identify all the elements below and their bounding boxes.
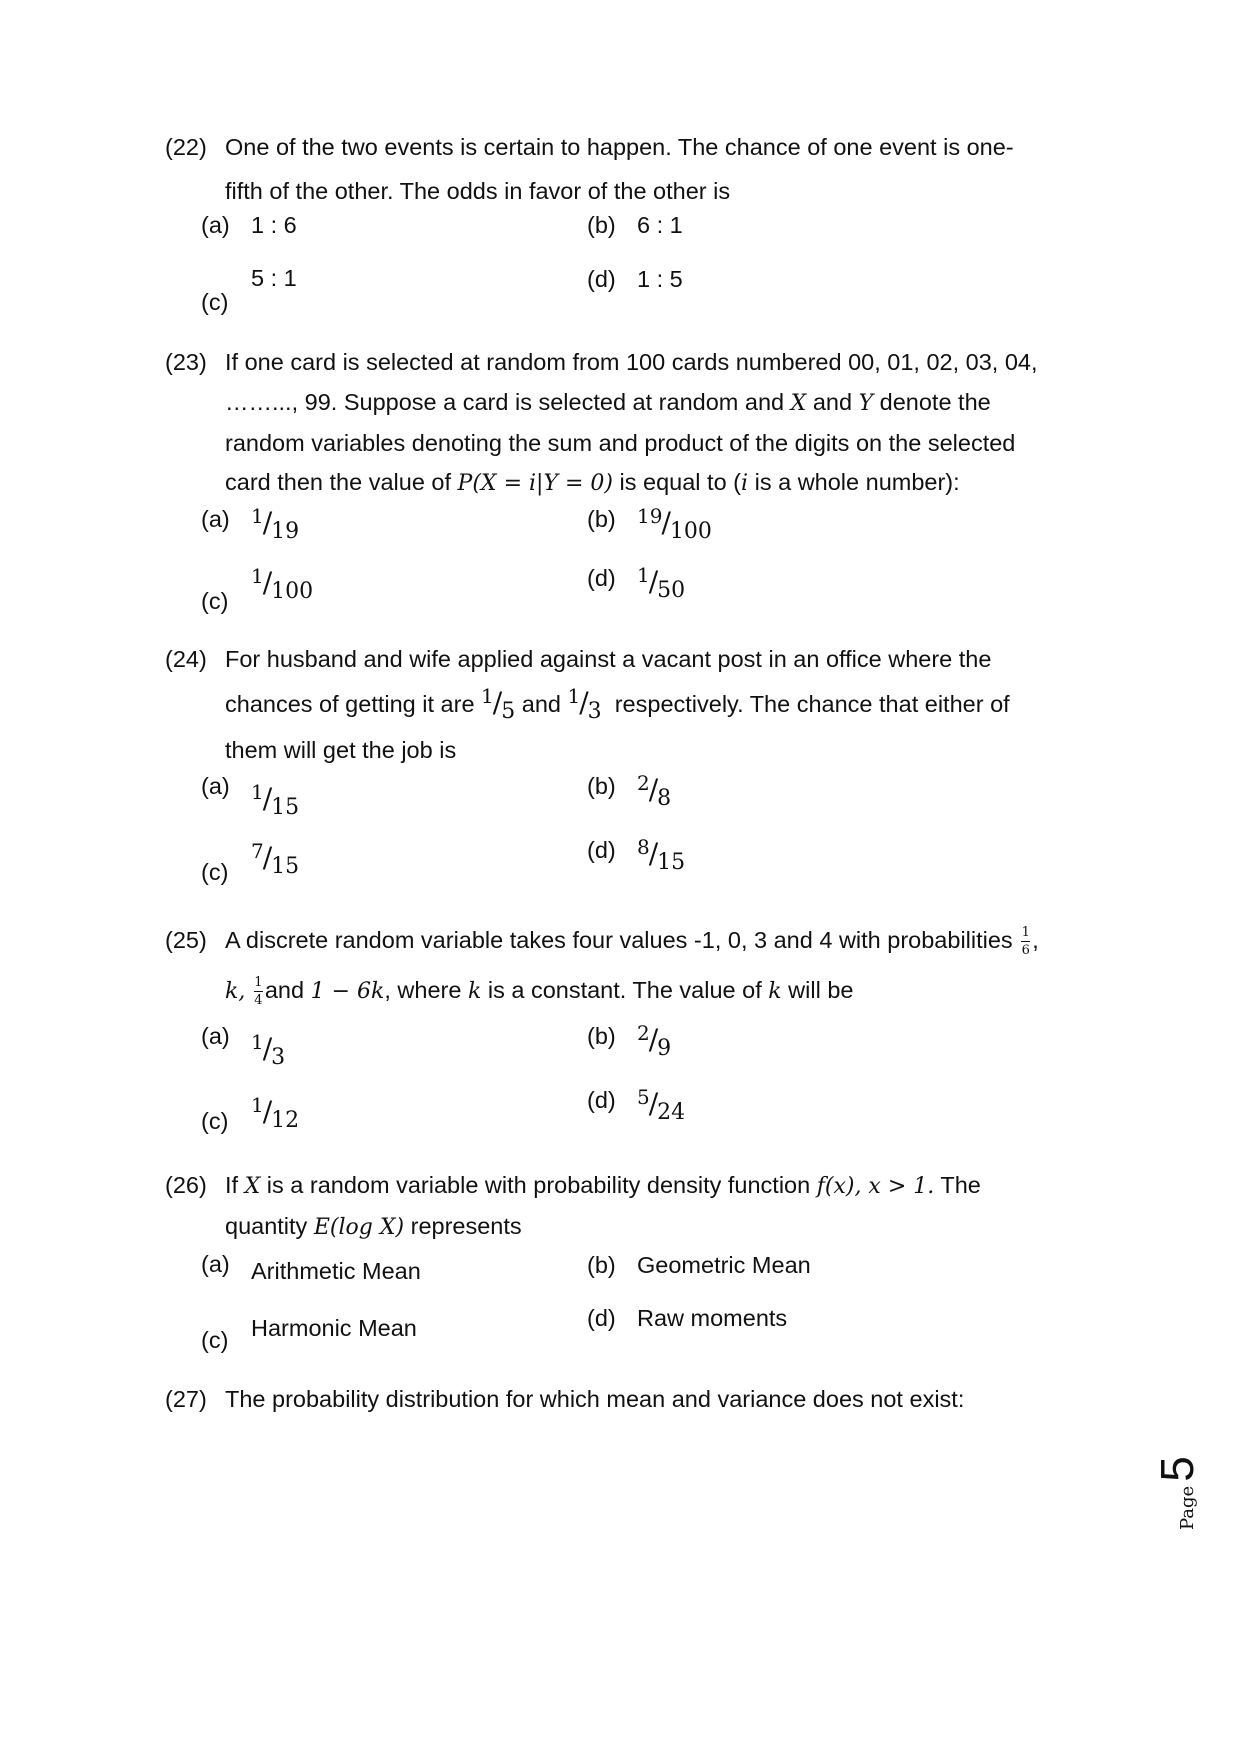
option-fraction: 1/19 [251, 504, 300, 544]
page-word: Page [1177, 1485, 1198, 1530]
option-fraction: 1/15 [251, 780, 300, 820]
question-text: For husband and wife applied against a vacant post in an office where the [225, 646, 992, 672]
question-text: quantity E(log X) represents [225, 1213, 522, 1240]
option-label: (a) [201, 1251, 230, 1277]
question-number: (27) [165, 1386, 207, 1412]
option-label: (a) [201, 212, 230, 238]
page-digit: 5 [1151, 1456, 1203, 1482]
option-value: 6 : 1 [637, 212, 683, 238]
option-label: (c) [201, 289, 229, 315]
option-label: (d) [587, 266, 616, 292]
question-number: (24) [165, 646, 207, 672]
question-23 [165, 340, 1087, 506]
option-fraction: 8/15 [637, 835, 686, 875]
question-26 [165, 1163, 1087, 1250]
option-label: (a) [201, 773, 230, 799]
option-value: Arithmetic Mean [251, 1258, 421, 1284]
question-text: One of the two events is certain to happen. The chance of one event is one- [225, 134, 1014, 160]
question-text: chances of getting it are 1/5 and 1/3 respectively. The chance that either of [225, 684, 1010, 724]
question-number: (22) [165, 134, 207, 160]
question-27 [165, 1377, 1087, 1421]
option-value: 5 : 1 [251, 265, 297, 291]
question-text: card then the value of P(X = i|Y = 0) is equal to (i is a whole number): [225, 469, 960, 496]
option-fraction: 1/50 [637, 563, 686, 603]
question-24 [165, 637, 1087, 772]
option-label: (b) [587, 212, 616, 238]
option-label: (b) [587, 506, 616, 532]
option-label: (d) [587, 565, 616, 591]
option-fraction: 5/24 [637, 1085, 686, 1125]
question-25 [165, 918, 1087, 1014]
option-value: 1 : 5 [637, 266, 683, 292]
option-fraction: 2/8 [637, 771, 672, 811]
option-fraction: 19/100 [637, 504, 712, 544]
question-text: ……..., 99. Suppose a card is selected at random and X and Y denote the [225, 389, 991, 416]
question-number: (26) [165, 1172, 207, 1198]
question-text: If one card is selected at random from 100 cards numbered 00, 01, 02, 03, 04, [225, 349, 1038, 375]
option-label: (a) [201, 1023, 230, 1049]
question-text: The probability distribution for which mean and variance does not exist: [225, 1386, 965, 1412]
option-fraction: 1/100 [251, 564, 314, 604]
option-label: (b) [587, 773, 616, 799]
question-number: (23) [165, 349, 207, 375]
option-label: (d) [587, 1305, 616, 1331]
option-value: Raw moments [637, 1305, 788, 1331]
option-value: Harmonic Mean [251, 1315, 417, 1341]
question-text: random variables denoting the sum and product of the digits on the selected [225, 430, 1016, 456]
option-label: (c) [201, 1327, 229, 1353]
option-label: (b) [587, 1252, 616, 1278]
question-number: (25) [165, 927, 207, 953]
option-fraction: 2/9 [637, 1021, 672, 1061]
option-fraction: 7/15 [251, 839, 300, 879]
option-label: (c) [201, 588, 229, 614]
option-label: (b) [587, 1023, 616, 1049]
question-22 [165, 125, 1087, 213]
question-text: fifth of the other. The odds in favor of the other is [225, 178, 731, 204]
question-text: them will get the job is [225, 737, 457, 763]
option-value: 1 : 6 [251, 212, 297, 238]
option-fraction: 1/3 [251, 1030, 286, 1070]
question-text: k, $\frac{1}{4}$ and 1 − 6k, where k is a constant. The value of k will be [225, 975, 854, 1009]
option-label: (c) [201, 1108, 229, 1134]
option-label: (d) [587, 1087, 616, 1113]
option-fraction: 1/12 [251, 1093, 300, 1133]
option-label: (d) [587, 837, 616, 863]
option-label: (c) [201, 859, 229, 885]
question-text: A discrete random variable takes four values -1, 0, 3 and 4 with probabilities $\frac{1}{6}$ , [225, 925, 1039, 959]
option-label: (a) [201, 506, 230, 532]
page-number [1150, 1420, 1210, 1530]
option-value: Geometric Mean [637, 1252, 811, 1278]
question-text: If X is a random variable with probability density function f(x), x > 1. The [225, 1172, 981, 1199]
